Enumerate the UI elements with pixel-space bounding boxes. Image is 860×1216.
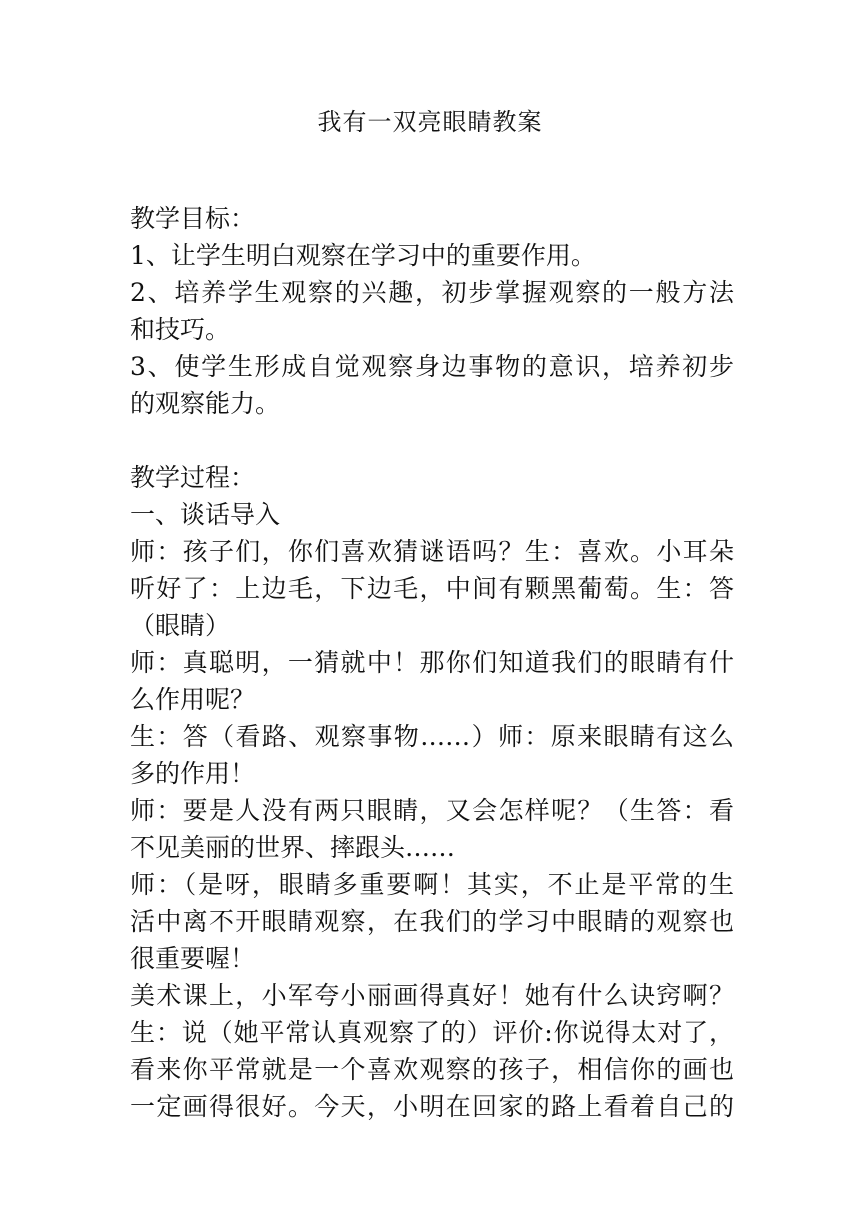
- text-line: 师：孩子们，你们喜欢猜谜语吗？生：喜欢。小耳朵: [130, 537, 734, 566]
- text-line: 教学目标：: [130, 204, 256, 233]
- text-line: 的观察能力。: [130, 389, 281, 418]
- text-line: 教学过程：: [130, 463, 256, 492]
- text-line: 么作用呢？: [130, 685, 256, 714]
- text-line: 一、谈话导入: [130, 500, 281, 529]
- text-line: 师：要是人没有两只眼睛，又会怎样呢？（生答：看: [130, 796, 734, 825]
- text-line: 和技巧。: [130, 315, 231, 344]
- text-line: 多的作用！: [130, 759, 256, 788]
- text-line: 美术课上，小军夸小丽画得真好！她有什么诀窍啊？: [130, 981, 734, 1010]
- text-line: 不见美丽的世界、摔跟头……: [130, 833, 456, 862]
- text-line: 看来你平常就是一个喜欢观察的孩子，相信你的画也: [130, 1055, 734, 1084]
- text-line: 很重要喔！: [130, 944, 256, 973]
- text-line: 3、使学生形成自觉观察身边事物的意识，培养初步: [130, 352, 734, 381]
- text-line: 生：答（看路、观察事物……）师：原来眼睛有这么: [130, 722, 734, 751]
- text-line: 生：说（她平常认真观察了的）评价:你说得太对了，: [130, 1018, 734, 1047]
- text-line: 一定画得很好。今天，小明在回家的路上看着自己的: [130, 1092, 734, 1121]
- document-body: [130, 200, 734, 1125]
- text-line: 活中离不开眼睛观察，在我们的学习中眼睛的观察也: [130, 907, 734, 936]
- text-line: 听好了：上边毛，下边毛，中间有颗黑葡萄。生：答: [130, 574, 734, 603]
- document-title: 我有一双亮眼睛教案: [317, 108, 543, 136]
- text-line: 2、培养学生观察的兴趣，初步掌握观察的一般方法: [130, 278, 734, 307]
- text-line: （眼睛）: [130, 611, 231, 640]
- text-line: 师：（是呀，眼睛多重要啊！其实，不止是平常的生: [130, 870, 734, 899]
- text-line: 1、让学生明白观察在学习中的重要作用。: [130, 241, 596, 270]
- blank-line: [130, 422, 734, 459]
- text-line: 师：真聪明，一猜就中！那你们知道我们的眼睛有什: [130, 648, 734, 677]
